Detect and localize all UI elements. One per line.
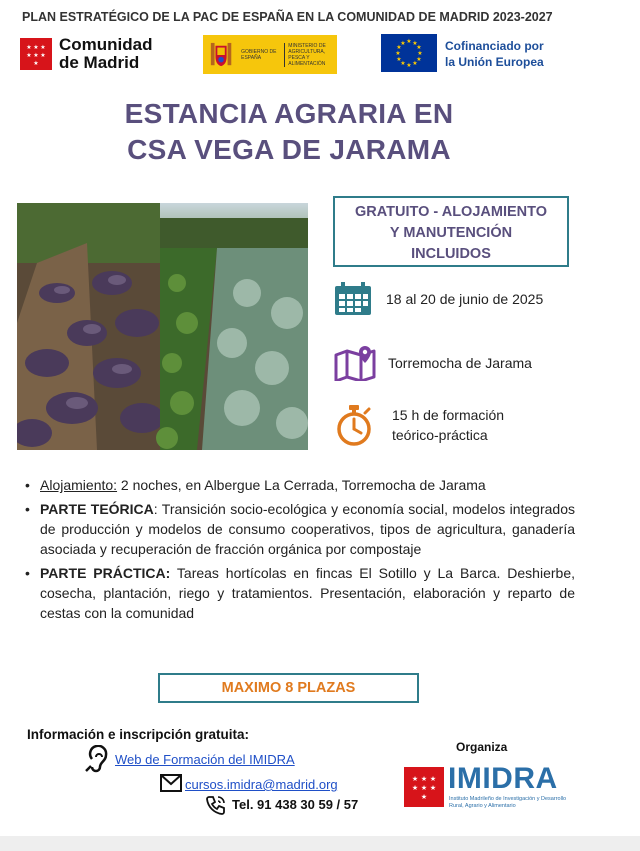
svg-text:★: ★ bbox=[416, 44, 422, 51]
eu-flag-icon bbox=[381, 34, 437, 72]
email-link[interactable]: cursos.imidra@madrid.org bbox=[185, 777, 338, 792]
organiza-label: Organiza bbox=[456, 740, 508, 754]
plan-title: PLAN ESTRATÉGICO DE LA PAC DE ESPAÑA EN LA COMUNIDAD DE MADRID 2023-2027 bbox=[22, 10, 553, 24]
imidra-flag-icon: ★ ★ ★ ★ ★ ★ ★ bbox=[404, 767, 444, 807]
location-text: Torremocha de Jarama bbox=[388, 355, 532, 371]
telephone-text: Tel. 91 438 30 59 / 57 bbox=[232, 797, 359, 812]
plazas-badge: MAXIMO 8 PLAZAS bbox=[158, 673, 419, 703]
gob-text1: GOBIERNO DE ESPAÑA bbox=[241, 48, 277, 61]
phone-icon bbox=[205, 794, 227, 816]
svg-text:★: ★ bbox=[406, 38, 412, 45]
madrid-flag-icon: ★ ★ ★ ★ ★ ★ ★ bbox=[20, 38, 52, 70]
cm-logo-line2: de Madrid bbox=[59, 53, 140, 72]
imidra-subtitle: Instituto Madrileño de Investigación y Desarrollo Rural, Agrario y Alimentario bbox=[449, 796, 567, 809]
svg-text:★: ★ bbox=[412, 60, 418, 67]
hours-line2: teórico-práctica bbox=[392, 427, 488, 443]
gobierno-espana-logo bbox=[203, 35, 337, 74]
teorica-label: PARTE TEÓRICA bbox=[40, 501, 154, 517]
bullet-practica bbox=[25, 563, 575, 623]
svg-text:★: ★ bbox=[412, 40, 418, 47]
dates-row bbox=[334, 282, 543, 316]
gob-text2: MINISTERIO DE AGRICULTURA, PESCA Y ALIMENTACIÓN bbox=[284, 43, 331, 67]
svg-text:★: ★ bbox=[416, 56, 422, 63]
eu-cofinanciado-text bbox=[445, 38, 544, 70]
practica-label: PARTE PRÁCTICA: bbox=[40, 565, 171, 581]
eu-line1: Cofinanciado por bbox=[445, 39, 544, 53]
footer-bar bbox=[0, 836, 640, 851]
svg-text:★: ★ bbox=[395, 50, 401, 57]
teorica-text: : Transición socio-ecológica y economía social, modelos integrados de producción y modelos de consumo cooperativos, tipos de agricultura, ganadería asociada y recuperación de fracción orgánica por compostaje bbox=[40, 501, 575, 557]
gratuito-line3: INCLUIDOS bbox=[411, 246, 491, 262]
web-formacion-link[interactable]: Web de Formación del IMIDRA bbox=[115, 752, 295, 767]
bullet-alojamiento bbox=[25, 475, 575, 495]
spain-shield-icon bbox=[209, 40, 233, 70]
hours-row bbox=[334, 404, 504, 446]
contact-title: Información e inscripción gratuita: bbox=[27, 727, 250, 742]
title-line2: CSA VEGA DE JARAMA bbox=[127, 134, 451, 165]
map-pin-icon bbox=[334, 345, 376, 381]
svg-text:★: ★ bbox=[400, 40, 406, 47]
cm-logo-line1: Comunidad bbox=[59, 35, 153, 54]
gratuito-line1: GRATUITO - ALOJAMIENTO bbox=[355, 204, 547, 220]
alojamiento-text: 2 noches, en Albergue La Cerrada, Torremocha de Jarama bbox=[117, 477, 486, 493]
bullet-list bbox=[25, 475, 575, 627]
calendar-icon bbox=[334, 282, 372, 316]
location-row bbox=[334, 345, 532, 381]
comunidad-madrid-logo bbox=[20, 36, 153, 72]
vegetable-garden-photo bbox=[17, 203, 308, 450]
hours-text bbox=[392, 405, 504, 445]
title-line1: ESTANCIA AGRARIA EN bbox=[124, 98, 454, 129]
envelope-icon bbox=[160, 774, 182, 792]
hours-line1: 15 h de formación bbox=[392, 407, 505, 423]
svg-text:★: ★ bbox=[396, 44, 402, 51]
page-title bbox=[0, 96, 578, 168]
eu-line2: la Unión Europea bbox=[445, 55, 544, 69]
svg-text:★: ★ bbox=[396, 56, 402, 63]
svg-text:★: ★ bbox=[417, 50, 423, 57]
dates-text: 18 al 20 de junio de 2025 bbox=[386, 291, 544, 307]
gratuito-line2: Y MANUTENCIÓN bbox=[389, 225, 513, 241]
svg-text:★: ★ bbox=[406, 62, 412, 69]
alojamiento-label: Alojamiento: bbox=[40, 477, 118, 493]
svg-text:★: ★ bbox=[400, 60, 406, 67]
practica-text: Tareas hortícolas en fincas El Sotillo y La Barca. Deshierbe, cosecha, plantación, riego y tratamientos. Presentación, elaboración y reparto de cestas con la comunidad bbox=[40, 565, 575, 621]
stopwatch-icon bbox=[334, 404, 374, 446]
ear-icon bbox=[84, 745, 110, 773]
bullet-teorica bbox=[25, 499, 575, 559]
imidra-logo-name: IMIDRA bbox=[448, 762, 558, 795]
gratuito-box bbox=[333, 196, 569, 267]
